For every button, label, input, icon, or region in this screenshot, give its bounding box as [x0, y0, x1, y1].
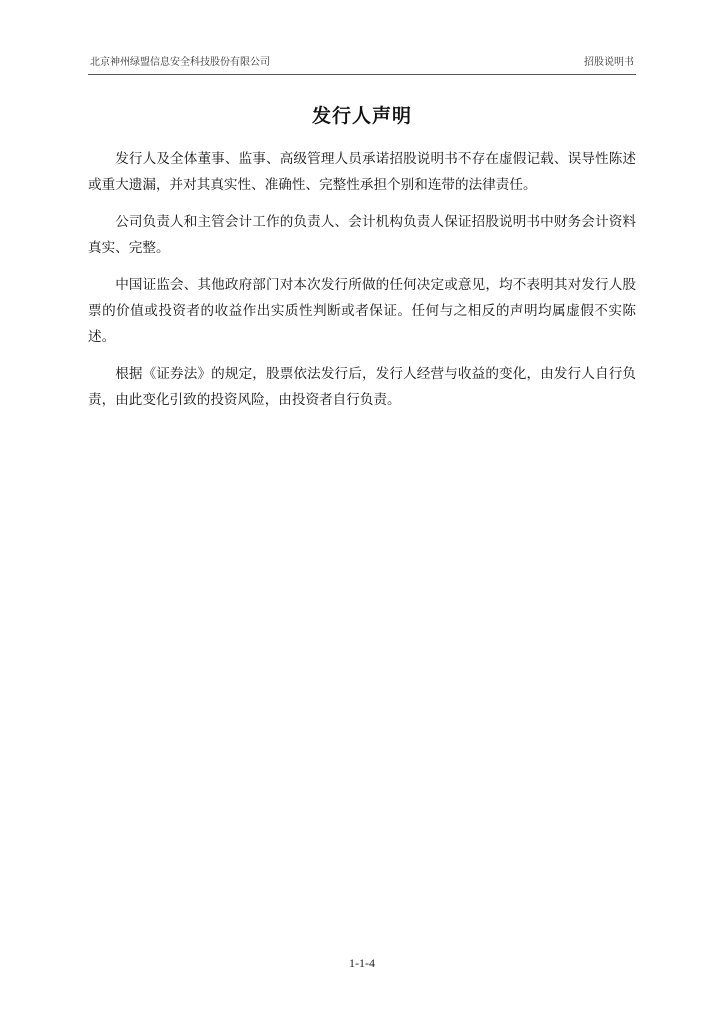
page-header: [88, 56, 636, 75]
paragraph-regulator-disclaimer: 中国证监会、其他政府部门对本次发行所做的任何决定或意见，均不表明其对发行人股票的价值或投资者的收益作出实质性判断或者保证。任何与之相反的声明均属虚假不实陈述。: [88, 277, 636, 345]
header-document-type: 招股说明书: [584, 57, 634, 68]
document-body: [88, 146, 636, 424]
page-number: 1-1-4: [349, 956, 375, 970]
paragraph-financial-guarantee: 公司负责人和主管会计工作的负责人、会计机构负责人保证招股说明书中财务会计资料真实、完整。: [88, 214, 636, 256]
document-title: 发行人声明: [311, 105, 412, 127]
header-company-name: 北京神州绿盟信息安全科技股份有限公司: [90, 57, 270, 68]
paragraph-issuer-commitment: 发行人及全体董事、监事、高级管理人员承诺招股说明书不存在虚假记载、误导性陈述或重大遗漏，并对其真实性、准确性、完整性承担个别和连带的法律责任。: [88, 151, 636, 193]
paragraph-investment-risk: 根据《证券法》的规定，股票依法发行后，发行人经营与收益的变化，由发行人自行负责，由此变化引致的投资风险，由投资者自行负责。: [88, 366, 636, 408]
